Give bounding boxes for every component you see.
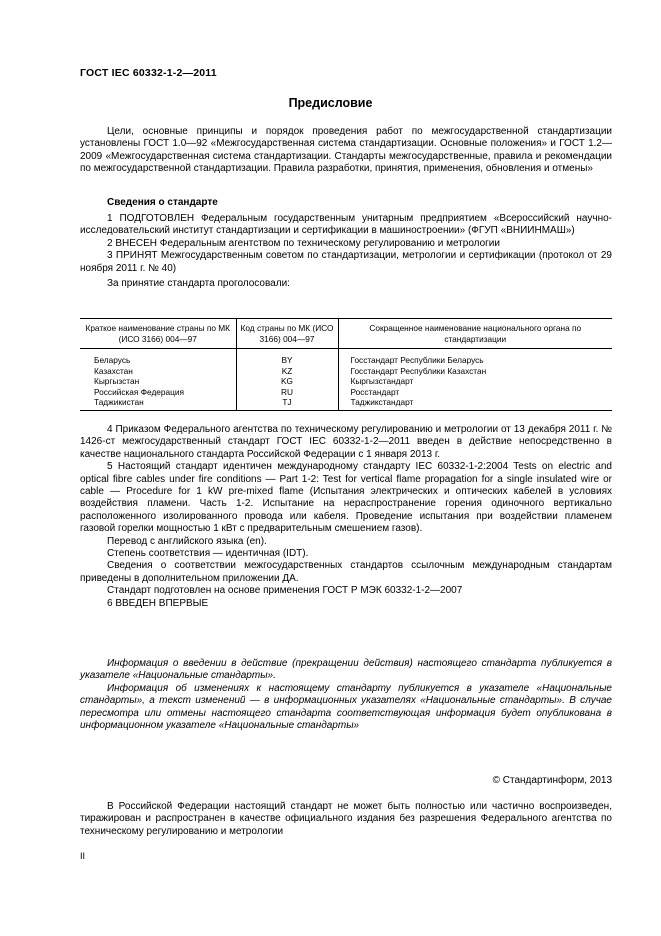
notice-changes: Информация об изменениях к настоящему стандарту публикуется в указателе «Национальные стандарты», а текст изменений — в информационных указателях «Национальные стандарты». В случае пересмотра или отмены настоящего стандарта соответствующая информация будет опубликована в информационном указателе «Национальные стандарты» (80, 682, 612, 732)
country-code: RU (236, 387, 338, 398)
document-header: ГОСТ IEC 60332-1-2—2011 (80, 67, 217, 79)
country-code: KG (236, 376, 338, 387)
table-header-code: Код страны по МК (ИСО 3166) 004—97 (236, 319, 338, 349)
standards-body: Кыргызстандарт (338, 376, 612, 387)
rights-text: В Российской Федерации настоящий стандарт не может быть полностью или частично воспроизведен, тиражирован и распространен в качестве официального издания без разрешения Федерального агентства по техническому регулированию и метрологии (80, 801, 612, 837)
notice-introduction: Информация о введении в действие (прекращении действия) настоящего стандарта публикуется в указателе «Национальные стандарты». (80, 658, 612, 682)
voting-table (80, 318, 612, 411)
page-title: Предисловие (288, 96, 373, 110)
item-6: 6 ВВЕДЕН ВПЕРВЫЕ (107, 597, 209, 609)
item-1: 1 ПОДГОТОВЛЕН Федеральным государственным унитарным предприятием «Всероссийский научно-исследовательский институт стандартизации и сертификации в машиностроении» (ФГУП «ВНИИНМАШ») (80, 213, 612, 237)
standards-body: Госстандарт Республики Беларусь (338, 349, 612, 366)
country-name: Беларусь (94, 355, 131, 365)
voted-text: За принятие стандарта проголосовали: (107, 278, 290, 290)
table-header-row (80, 319, 612, 349)
translation-note: Перевод с английского языка (en). (107, 535, 267, 547)
item-5: 5 Настоящий стандарт идентичен международному стандарту IEC 60332-1-2:2004 Tests on electric and optical fibre cables under fire conditions — Part 1-2: Test for vertical flame propagation for a single insulated wire or cable — Procedure for 1 kW pre-mixed flame (Испытания электрических и оптических кабелей в условиях воздействия пламени. Часть 1-2. Испытание на нераспространение горения одиночного вертикально расположенного изолированного провода или кабеля. Проведение испытания при воздействии пламенем газовой горелки мощностью 1 кВт с предварительным смешением газов). (80, 461, 612, 535)
item-4: 4 Приказом Федерального агентства по техническому регулированию и метрологии от 13 декабря 2011 г. № 1426-ст межгосударственный стандарт ГОСТ IEC 60332-1-2—2011 введен в действие непосредственно в качестве национального стандарта Российской Федерации с 1 января 2013 г. (80, 424, 612, 460)
info-heading: Сведения о стандарте (107, 197, 218, 208)
country-name: Таджикистан (80, 397, 236, 410)
table-row (80, 349, 612, 366)
degree-note: Степень соответствия — идентичная (IDT). (107, 548, 309, 560)
country-code: BY (236, 349, 338, 366)
page-number: II (80, 851, 86, 861)
country-name: Российская Федерация (94, 386, 185, 397)
country-code: TJ (236, 397, 338, 410)
table-header-body: Сокращенное наименование национального органа по стандартизации (338, 319, 612, 349)
info-items (80, 213, 612, 290)
table-row (80, 376, 612, 387)
rights-notice (80, 801, 612, 838)
table-row (80, 366, 612, 377)
item-2: 2 ВНЕСЕН Федеральным агентством по техническому регулированию и метрологии (107, 237, 500, 249)
country-name: Казахстан (94, 365, 133, 376)
country-code: KZ (236, 366, 338, 377)
table-header-country: Краткое наименование страны по МК (ИСО 3166) 004—97 (80, 319, 236, 349)
info-items-continued (80, 424, 612, 610)
references-note: Сведения о соответствии межгосударственных стандартов ссылочным международным стандартам приведены в дополнительном приложении ДА. (80, 560, 612, 584)
table-row (80, 397, 612, 410)
intro-text: Цели, основные принципы и порядок проведения работ по межгосударственной стандартизации установлены ГОСТ 1.0—92 «Межгосударственная система стандартизации. Основные положения» и ГОСТ 1.2—2009 «Межгосударственная система стандартизации. Стандарты межгосударственные, правила и рекомендации по межгосударственной стандартизации. Правила разработки, принятия, применения, обновления и отмены» (80, 126, 612, 175)
country-name: Кыргызстан (94, 376, 140, 386)
standards-body: Росстандарт (338, 387, 612, 398)
item-3: 3 ПРИНЯТ Межгосударственным советом по стандартизации, метрологии и сертификации (протокол от 29 ноября 2011 г. № 40) (80, 250, 612, 274)
copyright: © Стандартинформ, 2013 (492, 775, 612, 786)
table-row (80, 387, 612, 398)
intro-paragraph (80, 126, 612, 176)
standards-body: Таджикстандарт (338, 397, 612, 410)
basis-note: Стандарт подготовлен на основе применения ГОСТ Р МЭК 60332-1-2—2007 (107, 585, 463, 597)
standards-body: Госстандарт Республики Казахстан (338, 366, 612, 377)
publication-notice (80, 658, 612, 732)
